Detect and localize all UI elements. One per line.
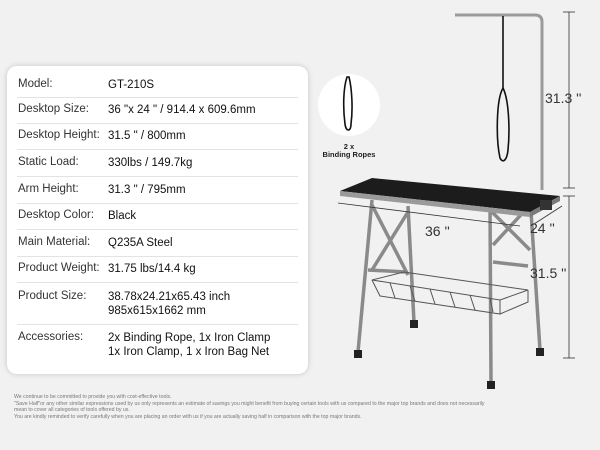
spec-card bbox=[7, 66, 308, 374]
spec-label: Desktop Height: bbox=[18, 129, 100, 141]
spec-label: Arm Height: bbox=[18, 183, 79, 195]
binding-rope-callout bbox=[318, 74, 380, 136]
spec-value: Q235A Steel bbox=[108, 237, 173, 249]
table-feet bbox=[354, 320, 544, 389]
spec-label: Static Load: bbox=[18, 156, 79, 168]
footnote-line: We continue to be committed to provide you with cost-effective tools. bbox=[14, 394, 172, 400]
spec-value-secondary: 1x Iron Clamp, 1 x Iron Bag Net bbox=[108, 346, 270, 358]
length-label: 36 '' bbox=[425, 223, 450, 239]
iron-clamp bbox=[540, 200, 552, 210]
table-height-label: 31.5 '' bbox=[530, 265, 567, 281]
tabletop bbox=[340, 178, 560, 217]
spec-label: Model: bbox=[18, 78, 53, 90]
divider bbox=[17, 176, 298, 177]
footnote-line: mean to cover all categories of tools offered by us. bbox=[14, 407, 130, 414]
divider bbox=[17, 203, 298, 204]
rope-name: Binding Ropes bbox=[322, 150, 376, 159]
spec-value: 36 "x 24 " / 914.4 x 609.6mm bbox=[108, 104, 256, 116]
spec-label: Product Size: bbox=[18, 290, 87, 302]
width-label: 24 '' bbox=[530, 220, 555, 236]
spec-value: 2x Binding Rope, 1x Iron Clamp bbox=[108, 332, 271, 344]
iron-bag-net bbox=[372, 272, 528, 314]
arm-height-label: 31.3 '' bbox=[545, 90, 582, 106]
divider bbox=[17, 282, 298, 283]
spec-label: Main Material: bbox=[18, 236, 91, 248]
spec-label: Desktop Size: bbox=[18, 103, 89, 115]
rope-quantity: 2 x bbox=[343, 142, 355, 151]
footnote-line: You are kindly reminded to verify carefully when you are placing an order with us if you are actually saving half in comparison with the top major brands. bbox=[14, 413, 362, 420]
footnote-line: "Save Half"or any other similar expressions used by us only represents an estimate of savings you might benefit from buying certain tools with us compared to the major top brands and does not necessarily bbox=[14, 400, 485, 407]
binding-rope-caption bbox=[316, 143, 382, 159]
divider bbox=[17, 256, 298, 257]
divider bbox=[17, 97, 298, 98]
disclaimer-footnote bbox=[14, 394, 584, 420]
spec-value: GT-210S bbox=[108, 79, 155, 91]
spec-label: Desktop Color: bbox=[18, 209, 95, 221]
binding-rope-icon bbox=[318, 74, 380, 136]
divider bbox=[17, 149, 298, 150]
divider bbox=[17, 229, 298, 230]
spec-value: Black bbox=[108, 210, 137, 222]
spec-value: 31.5 " / 800mm bbox=[108, 130, 186, 142]
spec-value: 330lbs / 149.7kg bbox=[108, 157, 193, 169]
spec-label: Product Weight: bbox=[18, 262, 100, 274]
spec-value: 38.78x24.21x65.43 inch bbox=[108, 291, 231, 303]
spec-value-secondary: 985x615x1662 mm bbox=[108, 305, 206, 317]
spec-value: 31.75 lbs/14.4 kg bbox=[108, 263, 196, 275]
spec-label: Accessories: bbox=[18, 331, 84, 343]
divider bbox=[17, 324, 298, 325]
grooming-table-illustration bbox=[300, 0, 600, 400]
spec-value: 31.3 " / 795mm bbox=[108, 184, 186, 196]
divider bbox=[17, 123, 298, 124]
hanging-loop bbox=[497, 16, 509, 161]
